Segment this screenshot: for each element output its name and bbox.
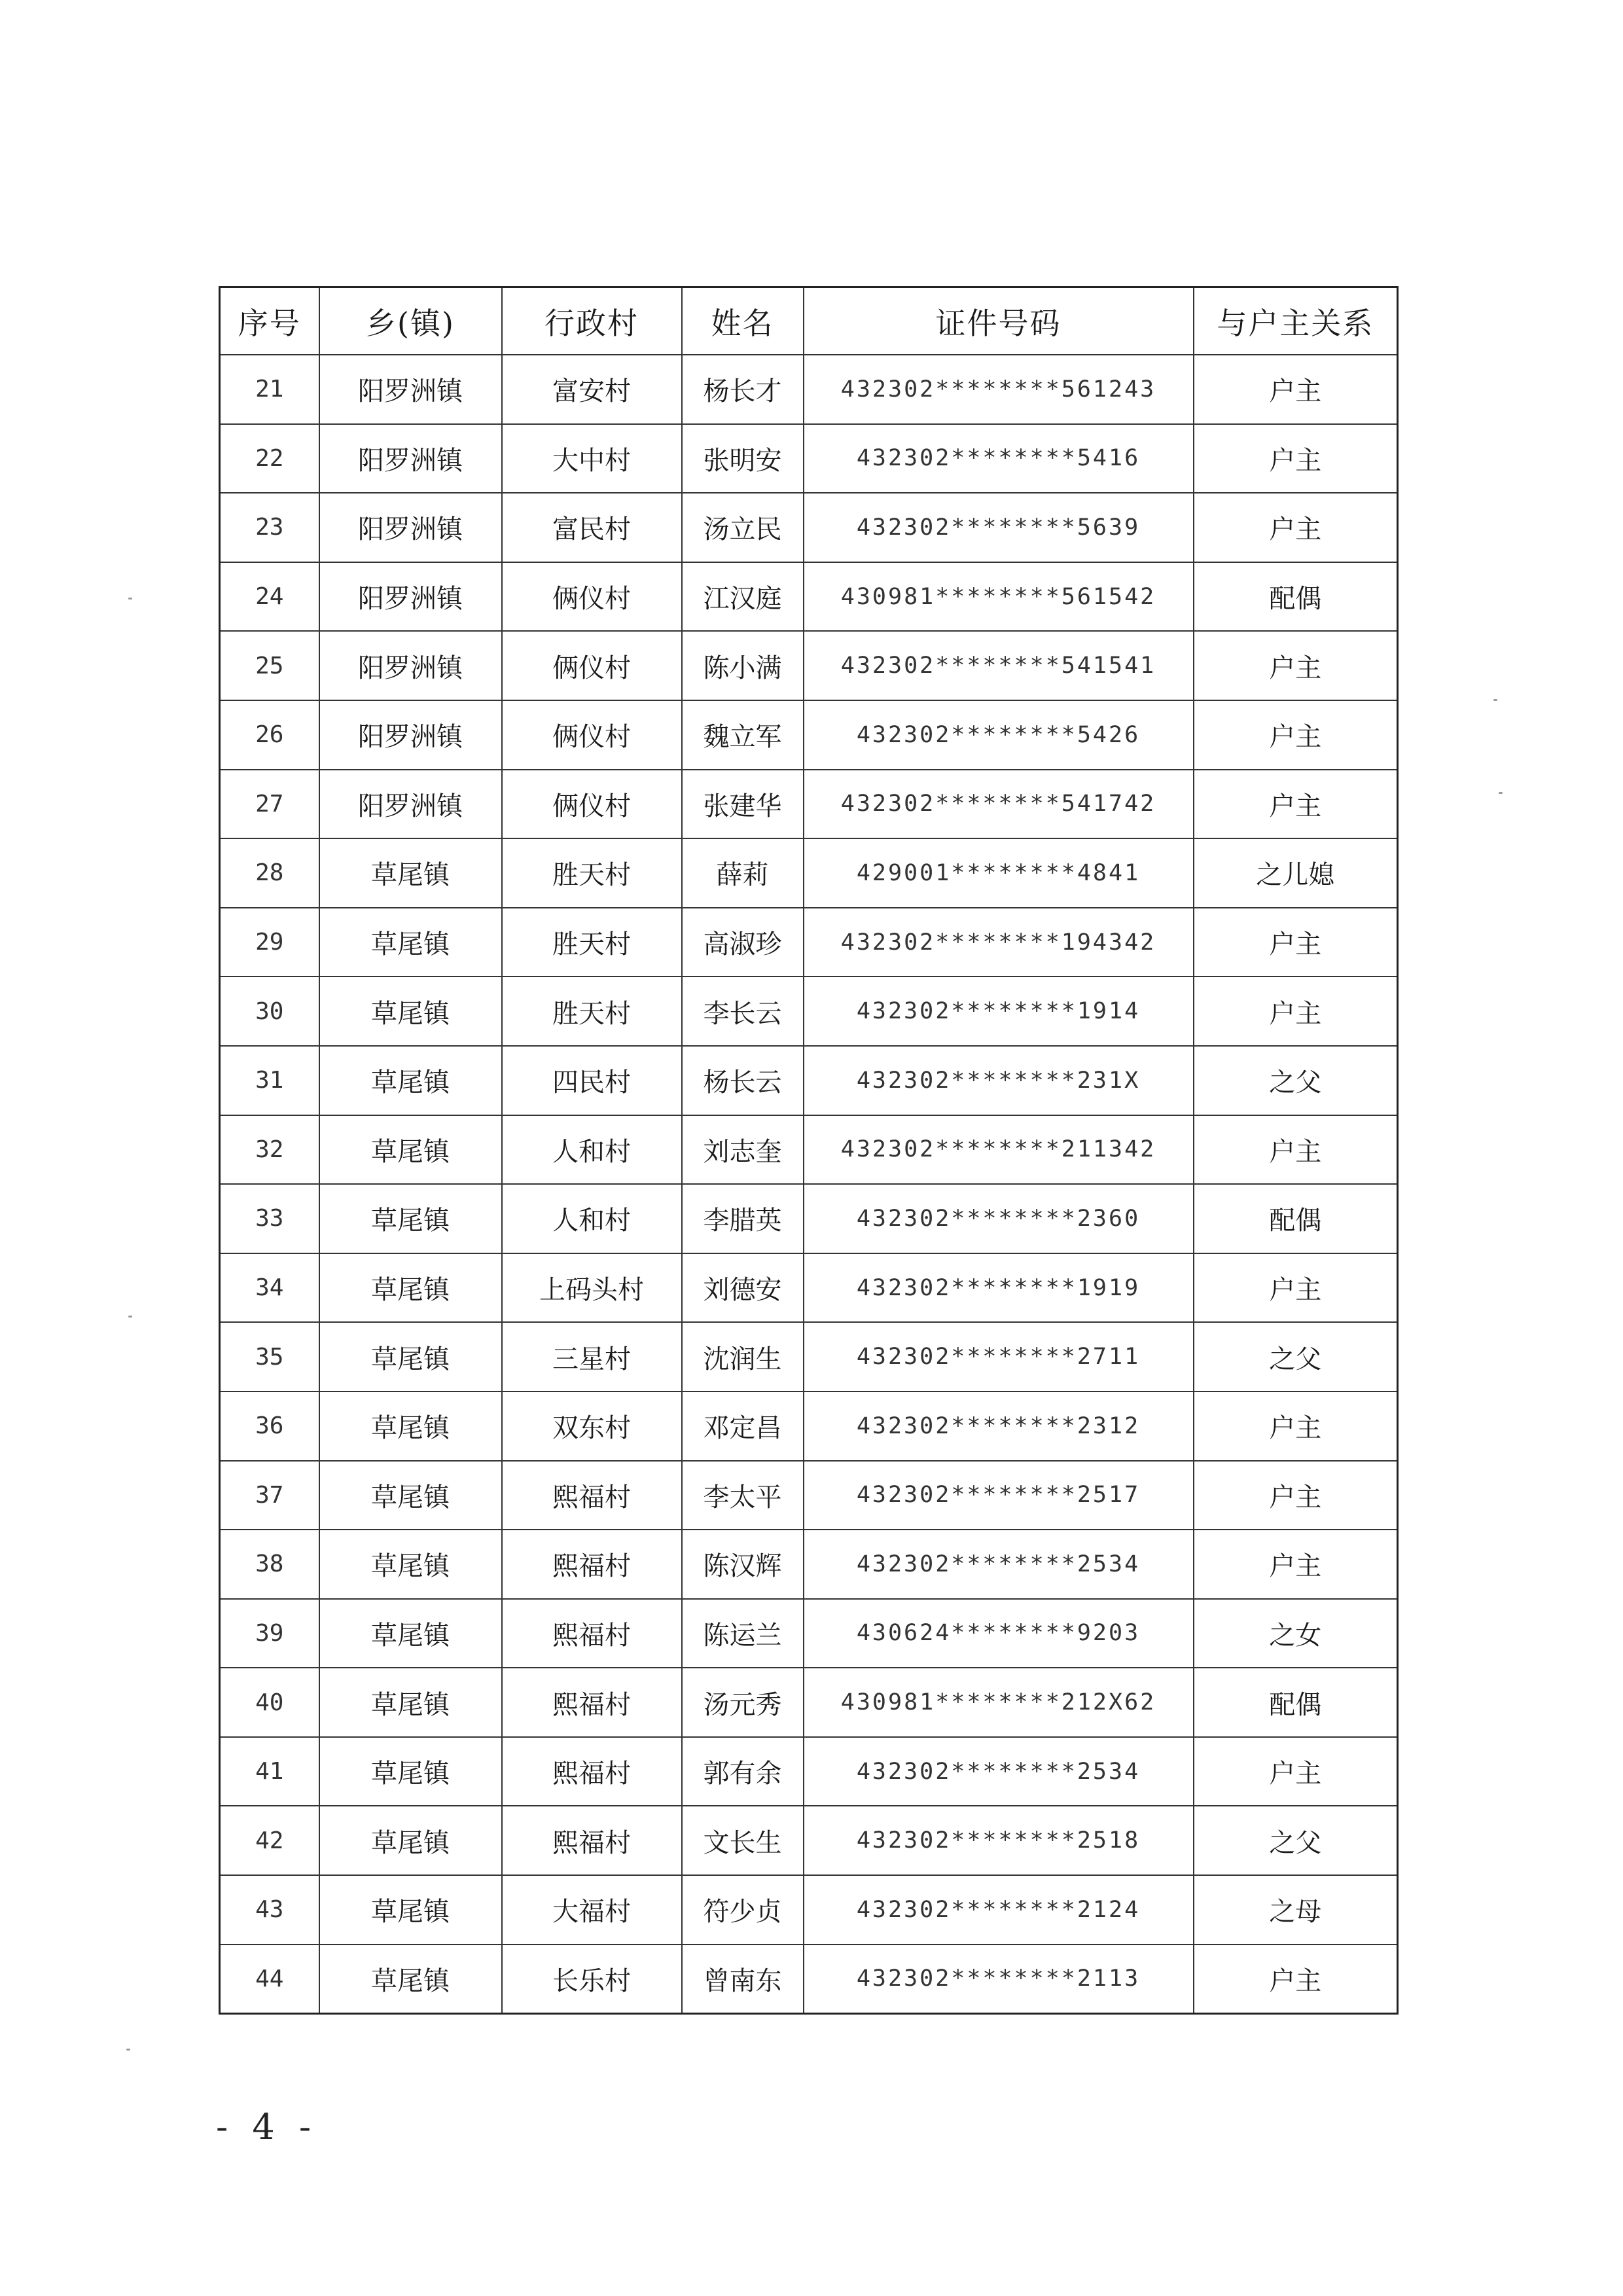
cell-name: 江汉庭 — [682, 562, 804, 632]
cell-id-number: 432302********2711 — [804, 1322, 1194, 1391]
cell-id-number: 432302********2534 — [804, 1530, 1194, 1599]
cell-town: 草尾镇 — [319, 1115, 502, 1185]
table-row — [220, 770, 1398, 839]
cell-id-number: 432302********5639 — [804, 493, 1194, 562]
cell-relation: 户主 — [1194, 1737, 1398, 1806]
table-row — [220, 631, 1398, 700]
cell-name: 曾南东 — [682, 1945, 804, 2014]
cell-relation: 户主 — [1194, 1945, 1398, 2014]
cell-seq: 43 — [220, 1875, 319, 1945]
cell-town: 草尾镇 — [319, 838, 502, 908]
cell-seq: 32 — [220, 1115, 319, 1185]
cell-name: 杨长云 — [682, 1046, 804, 1115]
cell-town: 阳罗洲镇 — [319, 424, 502, 493]
cell-town: 阳罗洲镇 — [319, 770, 502, 839]
cell-id-number: 429001********4841 — [804, 838, 1194, 908]
cell-town: 草尾镇 — [319, 1253, 502, 1323]
table-row — [220, 908, 1398, 977]
cell-village: 富民村 — [502, 493, 682, 562]
cell-relation: 户主 — [1194, 424, 1398, 493]
cell-relation: 之母 — [1194, 1875, 1398, 1945]
cell-village: 双东村 — [502, 1391, 682, 1461]
cell-town: 阳罗洲镇 — [319, 355, 502, 424]
cell-relation: 户主 — [1194, 1391, 1398, 1461]
cell-village: 胜天村 — [502, 977, 682, 1046]
cell-relation: 户主 — [1194, 770, 1398, 839]
cell-relation: 之父 — [1194, 1046, 1398, 1115]
cell-name: 沈润生 — [682, 1322, 804, 1391]
table-header-row — [220, 287, 1398, 355]
cell-village: 熙福村 — [502, 1737, 682, 1806]
cell-id-number: 432302********1914 — [804, 977, 1194, 1046]
cell-id-number: 432302********211342 — [804, 1115, 1194, 1185]
cell-relation: 配偶 — [1194, 1668, 1398, 1737]
cell-id-number: 430624********9203 — [804, 1599, 1194, 1668]
cell-village: 熙福村 — [502, 1806, 682, 1875]
beneficiary-table — [219, 286, 1399, 2015]
cell-seq: 29 — [220, 908, 319, 977]
cell-name: 汤立民 — [682, 493, 804, 562]
cell-village: 四民村 — [502, 1046, 682, 1115]
cell-name: 刘志奎 — [682, 1115, 804, 1185]
cell-seq: 21 — [220, 355, 319, 424]
header-name: 姓名 — [682, 287, 804, 355]
scan-speck — [1493, 699, 1497, 701]
table-row — [220, 700, 1398, 770]
cell-town: 草尾镇 — [319, 1945, 502, 2014]
cell-seq: 37 — [220, 1461, 319, 1530]
cell-relation: 户主 — [1194, 977, 1398, 1046]
cell-seq: 35 — [220, 1322, 319, 1391]
cell-name: 郭有余 — [682, 1737, 804, 1806]
cell-town: 草尾镇 — [319, 1668, 502, 1737]
cell-village: 长乐村 — [502, 1945, 682, 2014]
cell-id-number: 432302********2113 — [804, 1945, 1194, 2014]
cell-name: 李太平 — [682, 1461, 804, 1530]
table-row — [220, 1046, 1398, 1115]
table-row — [220, 1461, 1398, 1530]
table-row — [220, 1737, 1398, 1806]
cell-name: 刘德安 — [682, 1253, 804, 1323]
cell-relation: 之儿媳 — [1194, 838, 1398, 908]
cell-name: 邓定昌 — [682, 1391, 804, 1461]
cell-town: 阳罗洲镇 — [319, 562, 502, 632]
cell-seq: 25 — [220, 631, 319, 700]
cell-village: 俩仪村 — [502, 700, 682, 770]
cell-seq: 36 — [220, 1391, 319, 1461]
header-town: 乡(镇) — [319, 287, 502, 355]
cell-village: 熙福村 — [502, 1530, 682, 1599]
beneficiary-table-container — [219, 286, 1397, 2015]
table-row — [220, 977, 1398, 1046]
cell-id-number: 432302********2517 — [804, 1461, 1194, 1530]
cell-relation: 户主 — [1194, 631, 1398, 700]
cell-name: 杨长才 — [682, 355, 804, 424]
cell-town: 草尾镇 — [319, 1806, 502, 1875]
cell-seq: 42 — [220, 1806, 319, 1875]
cell-seq: 33 — [220, 1184, 319, 1253]
scan-speck — [1499, 792, 1503, 794]
cell-name: 陈小满 — [682, 631, 804, 700]
cell-name: 李长云 — [682, 977, 804, 1046]
table-row — [220, 1530, 1398, 1599]
cell-id-number: 432302********561243 — [804, 355, 1194, 424]
cell-town: 草尾镇 — [319, 1737, 502, 1806]
cell-seq: 38 — [220, 1530, 319, 1599]
cell-village: 大中村 — [502, 424, 682, 493]
table-row — [220, 1945, 1398, 2014]
table-row — [220, 1322, 1398, 1391]
cell-relation: 之父 — [1194, 1322, 1398, 1391]
cell-village: 熙福村 — [502, 1599, 682, 1668]
cell-village: 胜天村 — [502, 908, 682, 977]
cell-relation: 之父 — [1194, 1806, 1398, 1875]
cell-id-number: 432302********2312 — [804, 1391, 1194, 1461]
cell-seq: 40 — [220, 1668, 319, 1737]
cell-town: 阳罗洲镇 — [319, 700, 502, 770]
cell-seq: 26 — [220, 700, 319, 770]
cell-town: 草尾镇 — [319, 977, 502, 1046]
table-row — [220, 1599, 1398, 1668]
cell-village: 三星村 — [502, 1322, 682, 1391]
cell-village: 人和村 — [502, 1184, 682, 1253]
cell-village: 熙福村 — [502, 1668, 682, 1737]
cell-town: 草尾镇 — [319, 1184, 502, 1253]
scan-speck — [126, 2049, 130, 2051]
table-row — [220, 1253, 1398, 1323]
cell-id-number: 432302********1919 — [804, 1253, 1194, 1323]
cell-name: 文长生 — [682, 1806, 804, 1875]
cell-relation: 户主 — [1194, 1253, 1398, 1323]
cell-town: 草尾镇 — [319, 1530, 502, 1599]
cell-town: 阳罗洲镇 — [319, 493, 502, 562]
cell-town: 草尾镇 — [319, 1322, 502, 1391]
cell-village: 上码头村 — [502, 1253, 682, 1323]
cell-name: 高淑珍 — [682, 908, 804, 977]
table-row — [220, 355, 1398, 424]
cell-town: 草尾镇 — [319, 1875, 502, 1945]
cell-village: 富安村 — [502, 355, 682, 424]
cell-town: 草尾镇 — [319, 1461, 502, 1530]
cell-village: 俩仪村 — [502, 631, 682, 700]
cell-seq: 27 — [220, 770, 319, 839]
cell-village: 大福村 — [502, 1875, 682, 1945]
cell-relation: 户主 — [1194, 1115, 1398, 1185]
cell-village: 俩仪村 — [502, 562, 682, 632]
cell-seq: 34 — [220, 1253, 319, 1323]
cell-town: 草尾镇 — [319, 1046, 502, 1115]
header-seq: 序号 — [220, 287, 319, 355]
cell-id-number: 430981********561542 — [804, 562, 1194, 632]
cell-name: 陈运兰 — [682, 1599, 804, 1668]
cell-name: 魏立军 — [682, 700, 804, 770]
cell-seq: 31 — [220, 1046, 319, 1115]
cell-id-number: 432302********2534 — [804, 1737, 1194, 1806]
cell-village: 胜天村 — [502, 838, 682, 908]
cell-seq: 30 — [220, 977, 319, 1046]
cell-id-number: 432302********541541 — [804, 631, 1194, 700]
page-number: - 4 - — [216, 2106, 318, 2147]
cell-relation: 户主 — [1194, 908, 1398, 977]
cell-town: 草尾镇 — [319, 1599, 502, 1668]
table-row — [220, 1875, 1398, 1945]
cell-seq: 39 — [220, 1599, 319, 1668]
cell-name: 李腊英 — [682, 1184, 804, 1253]
table-row — [220, 424, 1398, 493]
header-id-number: 证件号码 — [804, 287, 1194, 355]
cell-seq: 23 — [220, 493, 319, 562]
cell-seq: 24 — [220, 562, 319, 632]
cell-relation: 户主 — [1194, 493, 1398, 562]
table-row — [220, 562, 1398, 632]
cell-id-number: 432302********2518 — [804, 1806, 1194, 1875]
cell-name: 陈汉辉 — [682, 1530, 804, 1599]
cell-relation: 配偶 — [1194, 562, 1398, 632]
header-relation: 与户主关系 — [1194, 287, 1398, 355]
cell-seq: 22 — [220, 424, 319, 493]
table-row — [220, 1806, 1398, 1875]
cell-relation: 户主 — [1194, 355, 1398, 424]
scan-speck — [128, 598, 132, 600]
cell-id-number: 432302********5426 — [804, 700, 1194, 770]
header-village: 行政村 — [502, 287, 682, 355]
cell-name: 符少贞 — [682, 1875, 804, 1945]
cell-id-number: 432302********541742 — [804, 770, 1194, 839]
cell-relation: 之女 — [1194, 1599, 1398, 1668]
table-row — [220, 1391, 1398, 1461]
cell-village: 人和村 — [502, 1115, 682, 1185]
cell-id-number: 432302********194342 — [804, 908, 1194, 977]
cell-seq: 28 — [220, 838, 319, 908]
table-row — [220, 1115, 1398, 1185]
cell-town: 草尾镇 — [319, 1391, 502, 1461]
cell-relation: 户主 — [1194, 1530, 1398, 1599]
cell-id-number: 432302********2124 — [804, 1875, 1194, 1945]
cell-relation: 配偶 — [1194, 1184, 1398, 1253]
table-row — [220, 838, 1398, 908]
cell-town: 草尾镇 — [319, 908, 502, 977]
cell-relation: 户主 — [1194, 1461, 1398, 1530]
cell-id-number: 430981********212X62 — [804, 1668, 1194, 1737]
scan-speck — [128, 1316, 132, 1318]
cell-name: 汤元秀 — [682, 1668, 804, 1737]
table-row — [220, 1184, 1398, 1253]
table-body — [220, 355, 1398, 2014]
cell-id-number: 432302********2360 — [804, 1184, 1194, 1253]
cell-name: 张明安 — [682, 424, 804, 493]
cell-seq: 44 — [220, 1945, 319, 2014]
cell-id-number: 432302********231X — [804, 1046, 1194, 1115]
cell-id-number: 432302********5416 — [804, 424, 1194, 493]
cell-town: 阳罗洲镇 — [319, 631, 502, 700]
cell-name: 薛莉 — [682, 838, 804, 908]
cell-name: 张建华 — [682, 770, 804, 839]
table-row — [220, 493, 1398, 562]
cell-village: 俩仪村 — [502, 770, 682, 839]
cell-relation: 户主 — [1194, 700, 1398, 770]
cell-seq: 41 — [220, 1737, 319, 1806]
table-row — [220, 1668, 1398, 1737]
cell-village: 熙福村 — [502, 1461, 682, 1530]
